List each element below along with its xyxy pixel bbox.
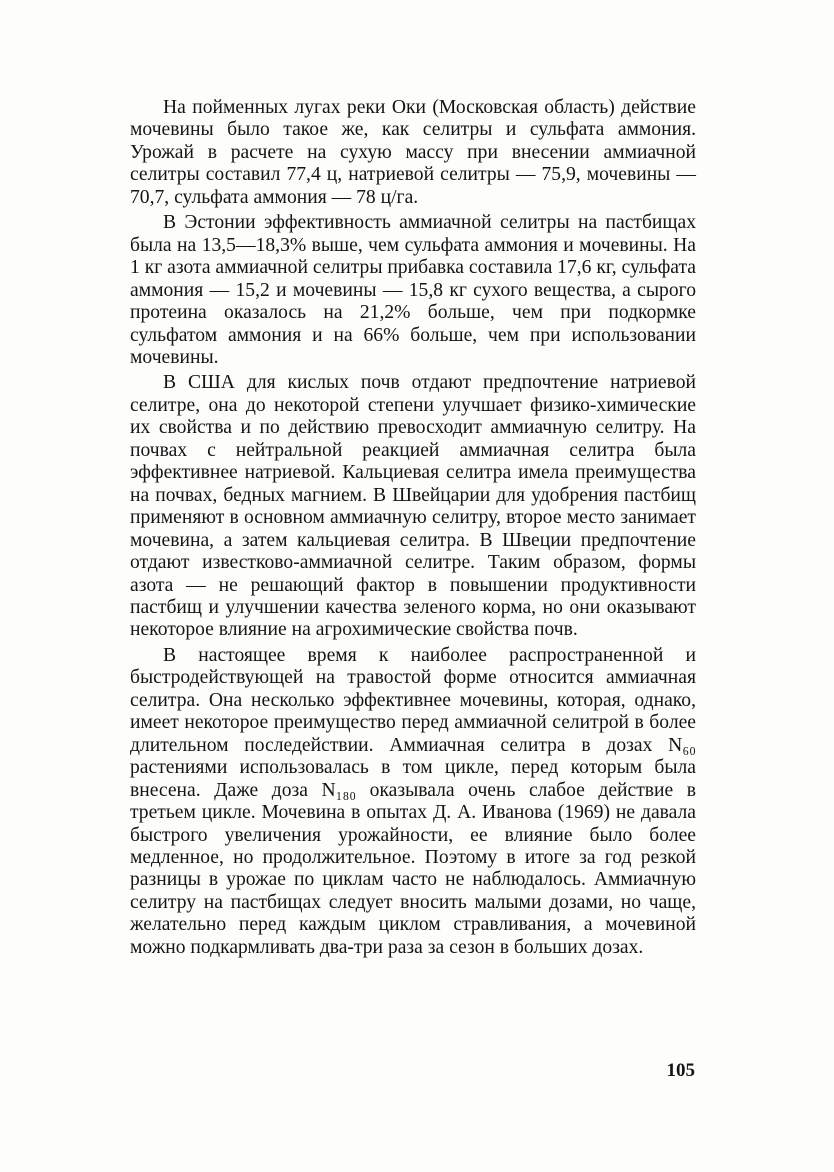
paragraph-current-practice: В настоящее время к наиболее распространенной и быстродействующей на травостой форме относится аммиачная селитра. Она несколько эффективнее мочевины, которая, однако, имеет некоторое преимущество перед аммиачной селитрой в более длительном последействии. Аммиачная селитра в дозах N₆₀ растениями использовалась в том цикле, перед которым была внесена. Даже доза N₁₈₀ оказывала очень слабое действие в третьем цикле. Мочевина в опытах Д. А. Иванова (1969) не давала быстрого увеличения урожайности, ее влияние было более медленное, но продолжительное. Поэтому в итоге за год резкой разницы в урожае по циклам часто не наблюдалось. Аммиачную селитру на пастбищах следует вносить малыми дозами, но чаще, желательно перед каждым циклом стравливания, а мочевиной можно подкармливать два-три раза за сезон в больших дозах. [130, 644, 696, 958]
page-number: 105 [666, 1060, 695, 1081]
paragraph-usa: В США для кислых почв отдают предпочтение натриевой селитре, она до некоторой степени улучшает физико-химические их свойства и по действию превосходит аммиачную селитру. На почвах с нейтральной реакцией аммиачная селитра была эффективнее натриевой. Кальциевая селитра имела преимущества на почвах, бедных магнием. В Швейцарии для удобрения пастбищ применяют в основном аммиачную селитру, второе место занимает мочевина, а затем кальциевая селитра. В Швеции предпочтение отдают известково-аммиачной селитре. Таким образом, формы азота — не решающий фактор в повышении продуктивности пастбищ и улучшении качества зеленого корма, но они оказывают некоторое влияние на агрохимические свойства почв. [130, 372, 696, 641]
body-text [130, 97, 696, 959]
paragraph-estonia: В Эстонии эффективность аммиачной селитры на пастбищах была на 13,5—18,3% выше, чем сульфата аммония и мочевины. На 1 кг азота аммиачной селитры прибавка составила 17,6 кг, сульфата аммония — 15,2 и мочевины — 15,8 кг сухого вещества, а сырого протеина оказалось на 21,2% больше, чем при подкормке сульфатом аммония и на 66% больше, чем при использовании мочевины. [130, 212, 696, 368]
paragraph-oka-meadows: На пойменных лугах реки Оки (Московская область) действие мочевины было такое же, как селитры и сульфата аммония. Урожай в расчете на сухую массу при внесении аммиачной селитры составил 77,4 ц, натриевой селитры — 75,9, мочевины — 70,7, сульфата аммония — 78 ц/га. [130, 97, 696, 208]
